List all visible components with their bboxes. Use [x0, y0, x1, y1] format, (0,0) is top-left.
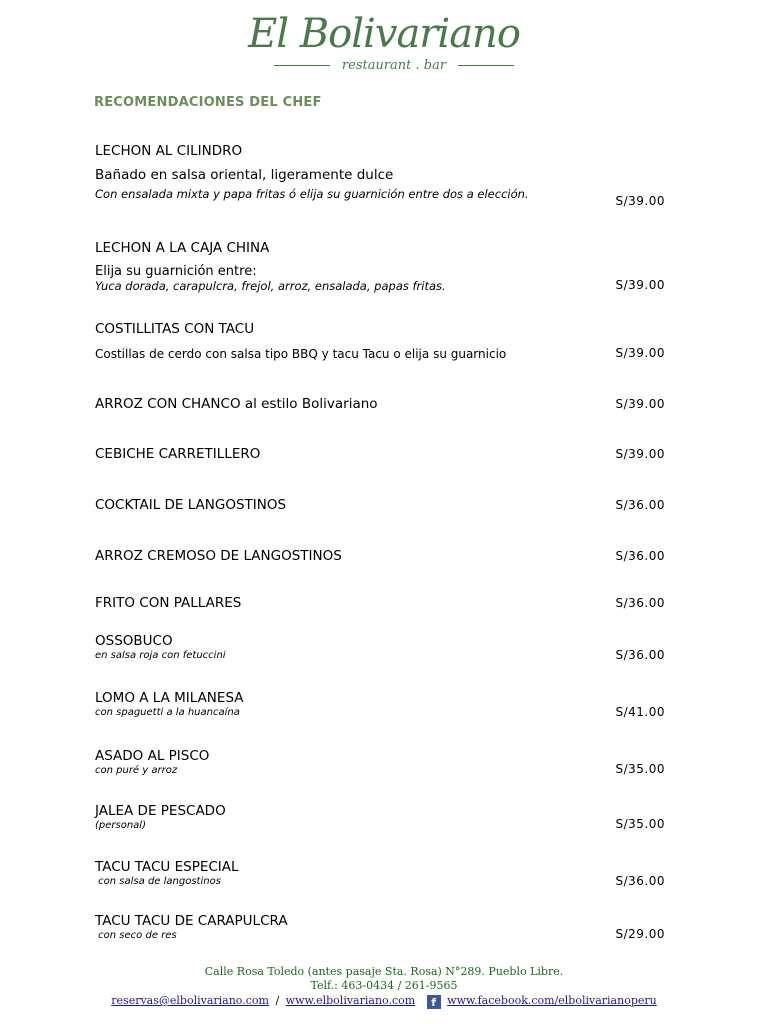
menu-item	[95, 320, 665, 361]
menu-item	[95, 547, 665, 565]
dish-name: ARROZ CON CHANCO al estilo Bolivariano	[95, 396, 378, 412]
dish-price: S/35.00	[615, 762, 665, 776]
dish-price: S/36.00	[615, 648, 665, 662]
dish-name: CEBICHE CARRETILLERO	[95, 446, 261, 462]
dish-price: S/41.00	[615, 705, 665, 719]
menu-item	[95, 496, 665, 514]
dish-price: S/36.00	[615, 498, 665, 512]
logo-rule-right	[458, 65, 514, 66]
dish-name: ASADO AL PISCO	[95, 748, 210, 764]
dish-price: S/36.00	[615, 549, 665, 563]
footer-address: Calle Rosa Toledo (antes pasaje Sta. Rosa) N°289. Pueblo Libre.	[204, 965, 564, 978]
facebook-link[interactable]: www.facebook.com/elbolivarianoperu	[447, 994, 657, 1007]
dish-description: Yuca dorada, carapulcra, frejol, arroz, ensalada, papas fritas.	[95, 279, 446, 293]
email-link[interactable]: reservas@elbolivariano.com	[111, 994, 269, 1007]
dish-price: S/36.00	[615, 874, 665, 888]
dish-description: (personal)	[95, 820, 146, 831]
dish-price: S/36.00	[615, 596, 665, 610]
menu-item	[95, 747, 665, 777]
menu-item	[95, 912, 665, 942]
logo-tagline-row	[274, 56, 514, 74]
link-separator: /	[275, 994, 280, 1007]
dish-name: LECHON A LA CAJA CHINA	[95, 240, 270, 256]
dish-name: TACU TACU ESPECIAL	[95, 859, 239, 875]
dish-description: con spaguetti a la huancaína	[95, 707, 240, 718]
menu-item	[95, 858, 665, 888]
dish-description: con puré y arroz	[95, 765, 178, 776]
dish-description: en salsa roja con fetuccini	[95, 650, 226, 661]
menu-item	[95, 802, 665, 832]
dish-name: LOMO A LA MILANESA	[95, 690, 244, 706]
restaurant-logo	[0, 10, 768, 58]
menu-item	[95, 239, 665, 293]
logo-rule-left	[274, 65, 330, 66]
footer-links	[0, 994, 768, 1009]
dish-name: COSTILLITAS CON TACU	[95, 321, 255, 337]
dish-name: OSSOBUCO	[95, 633, 173, 649]
dish-price: S/39.00	[615, 397, 665, 411]
menu-item	[95, 689, 665, 719]
dish-description: con seco de res	[95, 930, 177, 941]
facebook-icon[interactable]: f	[427, 995, 441, 1009]
footer-phone: Telf.: 463-0434 / 261-9565	[310, 979, 458, 992]
menu-item	[95, 395, 665, 413]
footer-contact	[0, 965, 768, 993]
dish-description: Costillas de cerdo con salsa tipo BBQ y tacu Tacu o elija su guarnicio	[95, 347, 507, 361]
dish-name: COCKTAIL DE LANGOSTINOS	[95, 497, 287, 513]
dish-description-line1: Elija su guarnición entre:	[95, 264, 257, 279]
dish-price: S/29.00	[615, 927, 665, 941]
dish-price: S/39.00	[615, 194, 665, 208]
dish-name: ARROZ CREMOSO DE LANGOSTINOS	[95, 548, 342, 564]
logo-name: El Bolivariano	[248, 11, 520, 57]
dish-price: S/39.00	[615, 346, 665, 360]
dish-name: TACU TACU DE CARAPULCRA	[95, 913, 288, 929]
website-link[interactable]: www.elbolivariano.com	[285, 994, 416, 1007]
dish-subtitle: Bañado en salsa oriental, ligeramente dulce	[95, 167, 394, 183]
menu-item	[95, 142, 665, 208]
dish-name: LECHON AL CILINDRO	[95, 143, 243, 159]
logo-tagline: restaurant . bar	[341, 57, 447, 73]
menu-item	[95, 632, 665, 662]
menu-item	[95, 445, 665, 463]
dish-price: S/39.00	[615, 447, 665, 461]
menu-item	[95, 594, 665, 612]
dish-price: S/35.00	[615, 817, 665, 831]
dish-name: FRITO CON PALLARES	[95, 595, 242, 611]
dish-description: con salsa de langostinos	[95, 876, 221, 887]
dish-price: S/39.00	[615, 278, 665, 292]
dish-name: JALEA DE PESCADO	[95, 803, 226, 819]
dish-description: Con ensalada mixta y papa fritas ó elija su guarnición entre dos a elección.	[95, 187, 529, 201]
section-title: RECOMENDACIONES DEL CHEF	[94, 95, 322, 110]
